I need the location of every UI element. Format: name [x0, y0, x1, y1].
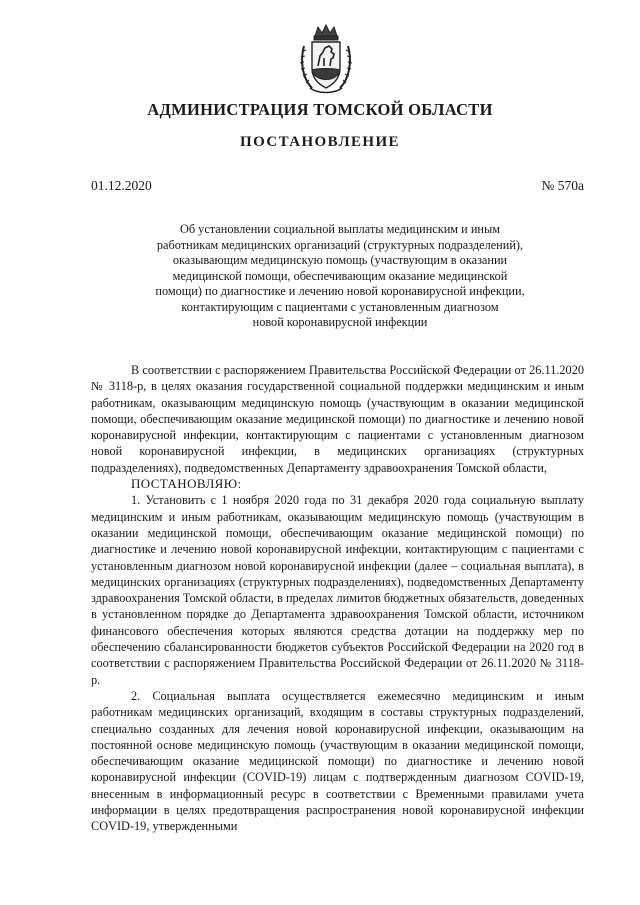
subject-line: контактирующим с пациентами с установленным диагнозом — [181, 299, 499, 314]
item-2-paragraph: 2. Социальная выплата осуществляется ежемесячно медицинским и иным работникам медицинских организаций, входящим в составы структурных подразделений, специально созданных для лечения новой коронавирусной инфекции, оказывающим на постоянной основе медицинскую помощь (участвующим в оказании медицинской помощи, обеспечивающим оказание медицинской помощи) по диагностике и лечению новой коронавирусной инфекции (COVID-19) лицам с подтвержденным диагнозом COVID-19, внесенным в информационный ресурс в соответствии с Временными правилами учета информации в целях предотвращения распространения новой коронавирусной инфекции COVID-19, утвержденными — [91, 688, 584, 834]
item-1-paragraph: 1. Установить с 1 ноября 2020 года по 31 декабря 2020 года социальную выплату медицинским и иным работникам, оказывающим медицинскую помощь (участвующим в оказании медицинской помощи, обеспечивающим оказание медицинской помощи) по диагностике и лечению новой коронавирусной инфекции, контактирующим с пациентами с установленным диагнозом новой коронавирусной инфекции (далее – социальная выплата), в медицинских организациях (структурных подразделениях), подведомственных Департаменту здравоохранения Томской области, в пределах лимитов бюджетных обязательств, доведенных в установленном порядке до Департамента здравоохранения Томской области, источником финансового обеспечения которых являются средства дотации на поддержку мер по обеспечению сбалансированности бюджетов субъектов Российской Федерации на 2020 год в соответствии с распоряжением Правительства Российской Федерации от 26.11.2020 № 3118-р. — [91, 493, 584, 687]
subject-line: медицинской помощи, обеспечивающим оказание медицинской — [172, 268, 508, 283]
document-number: № 570а — [541, 178, 584, 193]
document-type: ПОСТАНОВЛЕНИЕ — [240, 134, 400, 150]
subject-line: новой коронавирусной инфекции — [252, 315, 428, 329]
subject-line: оказывающим медицинскую помощь (участвующим в оказании — [172, 253, 508, 267]
subject-line: помощи) по диагностике и лечению новой коронавирусной инфекции, — [155, 284, 525, 298]
resolve-heading: ПОСТАНОВЛЯЮ: — [131, 476, 242, 492]
organization-title: АДМИНИСТРАЦИЯ ТОМСКОЙ ОБЛАСТИ — [147, 100, 493, 119]
document-date: 01.12.2020 — [91, 178, 152, 193]
coat-of-arms-icon — [298, 24, 354, 96]
subject-line: Об установлении социальной выплаты медицинским и иным — [179, 222, 501, 236]
preamble-paragraph: В соответствии с распоряжением Правительства Российской Федерации от 26.11.2020 № 3118-р, в целях оказания государственной социальной поддержки медицинским и иным работникам, оказывающим медицинскую помощь (участвующим в оказании медицинской помощи, обеспечивающим оказание медицинской помощи) по диагностике и лечению новой коронавирусной инфекции, контактирующим с пациентами с установленным диагнозом новой коронавирусной инфекции, в медицинских организациях (структурных подразделениях), подведомственных Департаменту здравоохранения Томской области, — [91, 363, 584, 475]
subject-line: работникам медицинских организаций (структурных подразделений), — [156, 237, 524, 252]
document-subject — [130, 222, 550, 331]
document-body — [91, 362, 584, 835]
